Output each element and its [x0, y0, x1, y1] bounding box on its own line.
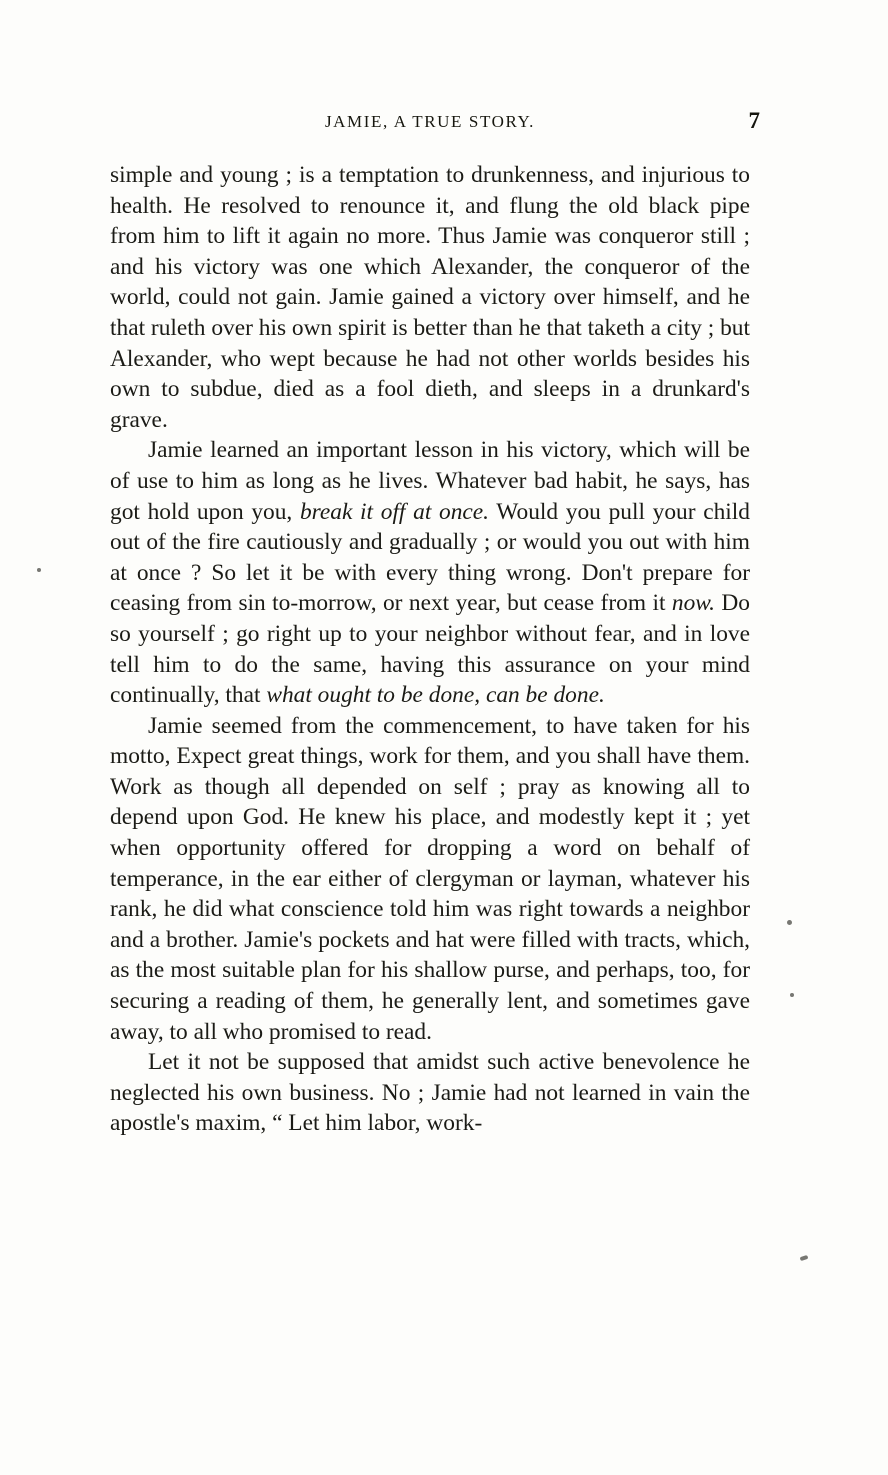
text-run: Would you pull your child out of the fire cautiously and gradually ; or would you out with him at once ? So let it be with every thing wrong. Don't prepare for ceasing from sin to-morrow, or next year, but cease from it	[110, 498, 750, 617]
page-speck-icon	[37, 568, 41, 572]
emphasis-text: now.	[671, 590, 715, 617]
page-speck-icon	[787, 920, 792, 925]
text-run: simple and young ; is a temptation to drunkenness, and injurious to health. He resolved to renounce it, and flung the old black pipe from him to lift it again no more. Thus Jamie was conqueror still ; and his victory was one which Alexander, the conqueror of the world, could not gain. Jamie gained a victory over himself, and he that ruleth over his own spirit is better than he that taketh a city ; but Alexander, who wept because he had not other worlds besides his own to subdue, died as a fool dieth, and sleeps in a drunkard's grave.	[110, 162, 750, 433]
running-head: JAMIE, A TRUE STORY.	[324, 112, 536, 131]
text-run: Jamie seemed from the commencement, to have taken for his motto, Expect great things, work for them, and you shall have them. Work as though all depended on self ; pray as knowing all to depend upon God. He knew his place, and modestly kept it ; yet when opportunity offered for dropping a word on behalf of temperance, in the ear either of clergyman or layman, whatever his rank, he did what conscience told him was right towards a neighbor and a brother. Jamie's pockets and hat were filled with tracts, which, as the most suitable plan for his shallow purse, and perhaps, too, for securing a reading of them, he generally lent, and sometimes gave away, to all who promised to read.	[110, 712, 750, 1045]
paragraph	[110, 160, 750, 435]
emphasis-text: what ought to be done, can be done.	[266, 682, 605, 709]
text-run: Do so yourself ; go right up to your neighbor without fear, and in love tell him to do the same, having this assurance on your mind continually, that	[110, 590, 750, 709]
paragraph	[110, 1047, 750, 1139]
text-run: Jamie learned an important lesson in his victory, which will be of use to him as long as he lives. Whatever bad habit, he says, has got hold upon you,	[110, 437, 750, 525]
emphasis-text: break it off at once.	[299, 498, 490, 525]
page-speck-icon	[800, 1255, 809, 1261]
body-text	[110, 160, 750, 1139]
page-number: 7	[748, 108, 760, 133]
page-speck-icon	[790, 993, 794, 997]
paragraph	[110, 435, 750, 710]
paragraph	[110, 711, 750, 1048]
text-run: Let it not be supposed that amidst such active benevolence he neglected his own business. No ; Jamie had not learned in vain the apostle's maxim, “ Let him labor, work-	[110, 1049, 750, 1137]
